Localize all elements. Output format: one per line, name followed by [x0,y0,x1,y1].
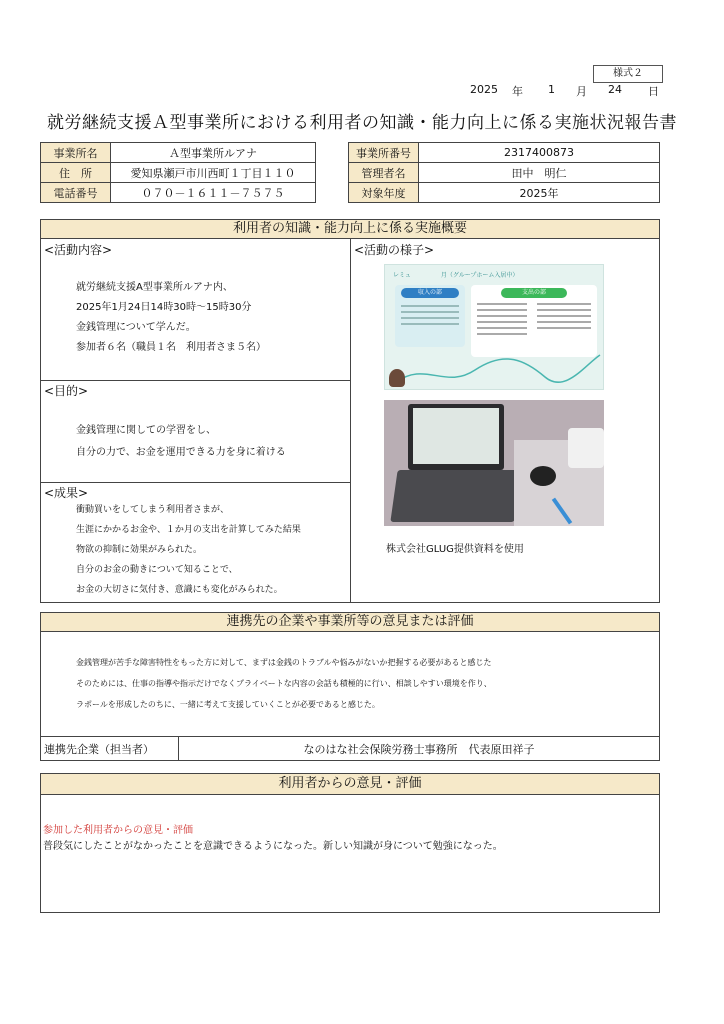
date-month-unit: 月 [576,85,587,98]
result-heading: <成果> [44,486,89,500]
result-text [76,500,301,600]
office-number-table [348,142,660,203]
partner-company-label: 連携先企業（担当者） [44,743,154,756]
partner-text [76,652,492,715]
overview-heading: 利用者の知識・能力向上に係る実施概要 [40,219,660,239]
activity-line: 2025年1月24日14時30時～15時30分 [76,302,252,313]
photo-caption: 株式会社GLUG提供資料を使用 [386,544,524,555]
date-year: 2025 [470,83,498,96]
result-line: 自分のお金の動きについて知ることで、 [76,565,238,575]
document-title: 就労継続支援Ａ型事業所における利用者の知識・能力向上に係る実施状況報告書 [47,113,677,133]
target-year-label: 対象年度 [349,183,419,203]
manager-value: 田中 明仁 [419,163,660,183]
user-opinion-label: 参加した利用者からの意見・評価 [43,825,193,836]
user-opinion-text: 普段気にしたことがなかったことを意識できるようになった。新しい知識が身について勉強になった。 [43,841,503,852]
decorative-wave [385,265,604,390]
target-year-value: 2025年 [419,183,660,203]
office-name-value: Ａ型事業所ルアナ [111,143,316,163]
partner-line: 金銭管理が苦手な障害特性をもった方に対して、まずは金銭のトラブルや悩みがないか把握する必要があると感じた [76,658,492,667]
purpose-heading: <目的> [44,384,89,398]
activity-line: 就労継続支援A型事業所ルアナ内、 [76,282,233,293]
date-month: 1 [548,83,555,96]
slide-title: レミュ 月（グループホーム入居中） [393,272,519,279]
result-line: 物欲の抑制に効果がみられた。 [76,545,203,555]
activity-heading: <活動内容> [44,243,113,257]
office-name-label: 事業所名 [41,143,111,163]
partner-heading: 連携先の企業や事業所等の意見または評価 [40,612,660,632]
computer-mouse [530,466,556,486]
overview-column-divider [350,238,351,603]
scene-heading: <活動の様子> [354,243,435,257]
partner-line: ラポールを形成したのちに、一緒に考えて支援していくことが必要であると感じた。 [76,700,380,709]
purpose-divider [40,482,351,483]
date-day: 24 [608,83,622,96]
user-opinion-heading: 利用者からの意見・評価 [40,773,660,795]
office-number-label: 事業所番号 [349,143,419,163]
laptop-keyboard [390,470,521,522]
activity-divider [40,380,351,381]
result-line: お金の大切さに気付き、意識にも変化がみられた。 [76,585,283,595]
income-label: 収入の部 [401,288,459,298]
presenter-avatar [389,369,405,387]
laptop-screen [408,404,504,470]
office-number-value: 2317400873 [419,143,660,163]
office-info-table [40,142,316,203]
manager-label: 管理者名 [349,163,419,183]
partner-line: そのためには、仕事の指導や指示だけでなくプライベートな内容の会話も積極的に行い、相談しやすい環境を作り、 [76,679,492,688]
report-date [470,83,670,97]
purpose-text [76,420,286,464]
activity-line: 金銭管理について学んだ。 [76,322,196,333]
purpose-line: 金銭管理に関しての学習をし、 [76,425,216,436]
printer [568,428,604,468]
phone-label: 電話番号 [41,183,111,203]
partner-company-divider [40,736,660,737]
date-year-unit: 年 [512,85,523,98]
purpose-line: 自分の力で、お金を運用できる力を身に着ける [76,447,286,458]
slide-photo [384,264,604,390]
address-label: 住 所 [41,163,111,183]
form-number: 様式２ [593,65,663,83]
user-opinion-box [40,794,660,913]
activity-text [76,278,266,358]
date-day-unit: 日 [648,85,659,98]
result-line: 衝動買いをしてしまう利用者さまが、 [76,505,230,515]
phone-value: ０７０－１６１１－７５７５ [111,183,316,203]
laptop-photo [384,400,604,526]
address-value: 愛知県瀬戸市川西町１丁目１１０ [111,163,316,183]
partner-company-value: なのはな社会保険労務士事務所 代表原田祥子 [303,743,535,756]
activity-line: 参加者６名（職員１名 利用者さま５名） [76,342,266,353]
expense-label: 支出の部 [501,288,567,298]
result-line: 生涯にかかるお金や、１か月の支出を計算してみた結果 [76,525,301,535]
